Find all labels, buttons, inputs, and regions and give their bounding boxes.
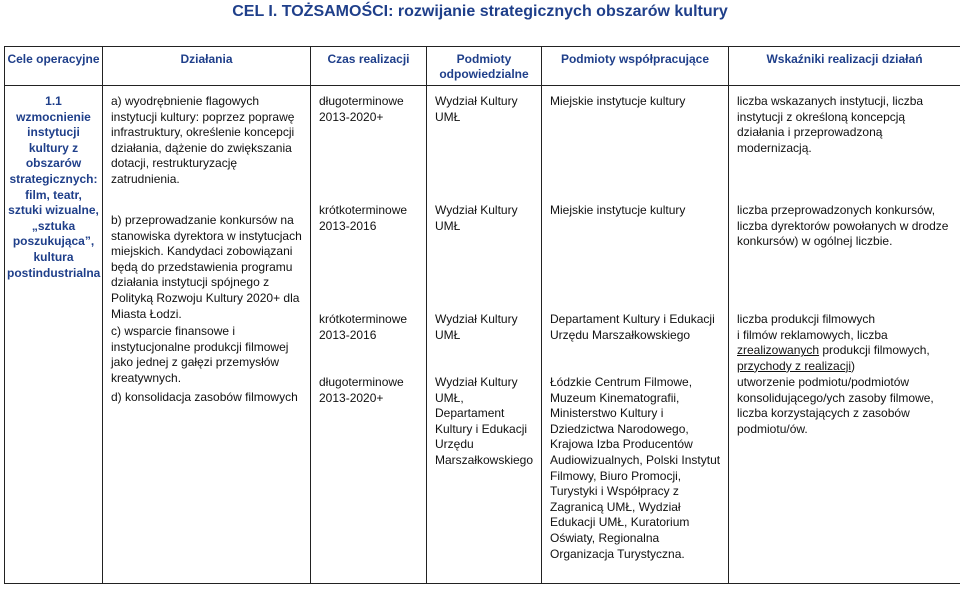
podmioty-b	[435, 203, 535, 312]
czas-d-term: długoterminowe	[319, 375, 404, 389]
podmioty-c-office: UMŁ	[435, 327, 461, 342]
wskazniki-c-underlined-2: przychody z realizacji	[737, 358, 852, 373]
action-b: b) przeprowadzanie konkursów na stanowiska dyrektora w instytucjach miejskich. Kandydaci zobowiązani będą do przedstawienia programu działania instytucji spójnego z Polityką Rozwoju Kultury 2020+ dla Miasta Łodzi.	[111, 213, 302, 321]
czas-c-years: 2013-2016	[319, 327, 377, 342]
czas-b	[319, 203, 420, 312]
podmioty-d: Wydział Kultury UMŁ, Departament Kultury i Edukacji Urzędu Marszałkowskiego	[435, 375, 534, 467]
czas-a	[319, 94, 420, 203]
wskazniki-c-line3	[737, 343, 954, 359]
wskazniki-a: liczba wskazanych instytucji, liczba instytucji z określoną koncepcją działania i przeprowadzoną modernizacją.	[737, 94, 924, 155]
wskazniki-c	[737, 312, 954, 375]
actions-cell	[103, 86, 311, 584]
wspolpracujace-b: Miejskie instytucje kultury	[550, 203, 686, 217]
czas-b-term: krótkoterminowe	[319, 203, 408, 217]
wspolpracujace-a: Miejskie instytucje kultury	[550, 94, 686, 108]
wspolpracujace-cell	[542, 86, 729, 584]
wskazniki-c-line1: liczba produkcji filmowych	[737, 312, 876, 326]
wspolpracujace-c: Departament Kultury i Edukacji Urzędu Marszałkowskiego	[550, 312, 715, 342]
podmioty-a	[435, 94, 535, 203]
podmioty-b-office: UMŁ	[435, 218, 461, 233]
podmioty-a-dept: Wydział Kultury	[435, 94, 518, 108]
podmioty-a-office: UMŁ	[435, 109, 461, 124]
operational-goal: 1.1 wzmocnienie instytucji kultury z obszarów strategicznych: film, teatr, sztuki wizualne, „sztuka poszukująca”, kultura postindustrialna	[5, 86, 103, 584]
czas-c	[319, 312, 420, 375]
header-dzialania: Działania	[103, 47, 311, 86]
czas-d-years: 2013-2020+	[319, 390, 384, 405]
action-d: d) konsolidacja zasobów filmowych	[111, 390, 298, 405]
header-wspolpracujace: Podmioty współpracujące	[542, 47, 729, 86]
action-c: c) wsparcie finansowe i instytucjonalne produkcji filmowej jako jednej z gałęzi przemysłów kreatywnych.	[111, 324, 289, 385]
wskazniki-c-line4	[737, 359, 954, 375]
header-row	[5, 47, 960, 86]
header-cele: Cele operacyjne	[5, 47, 103, 86]
czas-b-years: 2013-2016	[319, 218, 377, 233]
podmioty-cell	[427, 86, 542, 584]
czas-c-term: krótkoterminowe	[319, 312, 408, 326]
page-title: CEL I. TOŻSAMOŚCI: rozwijanie strategicznych obszarów kultury	[232, 3, 728, 20]
czas-a-term: długoterminowe	[319, 94, 404, 108]
header-czas: Czas realizacji	[311, 47, 427, 86]
wskazniki-d: utworzenie podmiotu/podmiotów konsolidującego/ych zasoby filmowe, liczba korzystających z zasobów podmiotu/ów.	[737, 375, 934, 436]
wskazniki-c-line3-rest: produkcji filmowych,	[819, 343, 930, 358]
wskazniki-c-line2: i filmów reklamowych, liczba	[737, 327, 888, 342]
strategy-table	[4, 46, 960, 584]
podmioty-b-dept: Wydział Kultury	[435, 203, 518, 217]
wskazniki-cell	[729, 86, 960, 584]
header-wskazniki: Wskaźniki realizacji działań	[729, 47, 960, 86]
wskazniki-c-line4-rest: )	[851, 358, 856, 373]
czas-a-years: 2013-2020+	[319, 109, 384, 124]
podmioty-c	[435, 312, 535, 375]
podmioty-c-dept: Wydział Kultury	[435, 312, 518, 326]
wspolpracujace-d: Łódzkie Centrum Filmowe, Muzeum Kinematografii, Ministerstwo Kultury i Dziedzictwa Narodowego, Krajowa Izba Producentów Audiowizualnych, Polski Instytut Filmowy, Biuro Promocji, Turystyki i Współpracy z Zagranicą UMŁ, Wydział Edukacji UMŁ, Kuratorium Oświaty, Regionalna Organizacja Turystyczna.	[550, 375, 721, 561]
czas-d	[319, 375, 420, 406]
wskazniki-c-underlined: zrealizowanych	[737, 343, 820, 358]
czas-cell	[311, 86, 427, 584]
header-podmioty: Podmioty odpowiedzialne	[427, 47, 542, 86]
table-row	[5, 86, 960, 584]
wskazniki-b: liczba przeprowadzonych konkursów, liczba dyrektorów powołanych w drodze konkursów) w ogólnej liczbie.	[737, 203, 949, 249]
action-a: a) wyodrębnienie flagowych instytucji kultury: poprzez poprawę infrastruktury, określenie koncepcji działania, dążenie do zwiększania dotacji, restrukturyzację zatrudnienia.	[111, 94, 295, 186]
